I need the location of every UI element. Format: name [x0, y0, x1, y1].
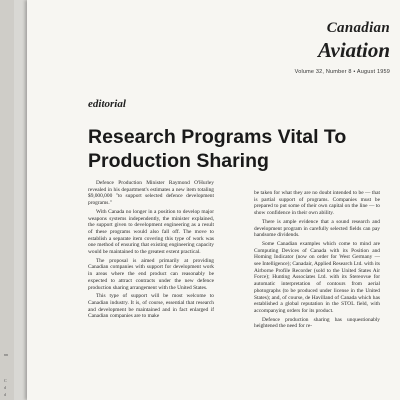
section-label: editorial: [88, 98, 126, 110]
masthead-line1: Canadian: [326, 20, 390, 36]
article-headline: Research Programs Vital To Production Sharing: [88, 126, 347, 172]
body-column-left: [88, 180, 214, 400]
margin-mark: C: [4, 378, 7, 383]
paragraph: be taken for what they are no doubt intended to be — that is partial support of programs. Companies must be prepared to put some of their own capital on the line — to show confidence in their own ability.: [254, 190, 380, 217]
margin-mark: d: [4, 392, 6, 397]
paragraph: Defence Production Minister Raymond O'Hurley revealed in his department's estimates a new item totaling $9,000,000 "to support selected defence development programs.": [88, 180, 214, 207]
paragraph: The proposal is aimed primarily at providing Canadian companies with support for development work in areas where the end product can reasonably be expected to attract contracts under the new defence production sharing arrangement with the United States.: [88, 257, 214, 291]
paragraph: Some Canadian examples which come to mind are Computing Devices of Canada with its Position and Homing Indicator (now on order for West Germany — see Intelligence); Canadair, Applied Research Ltd. with its Airborne Profile Recorder (sold to the United States Air Force); Hunting Associates Ltd. with its Stereovue for automatic interpretation of contours from aerial photographs (to be produced under license in the United States); and, of course, de Havilland of Canada which has established a global reputation in the STOL field, with accompanying orders for its product.: [254, 240, 380, 314]
paragraph: This type of support will be most welcome to Canadian industry. It is, of course, essential that research and development be maintained and in fact enlarged if Canadian companies are to make: [88, 293, 214, 320]
masthead-line2: Aviation: [318, 38, 390, 62]
paragraph: With Canada no longer in a position to develop major weapons systems independently, the minister explained, the support given to development engineering as a result of these programs would also fall off. The move to establish a separate item covering this type of work was one method of ensuring that existing engineering capacity would be maintained to the greatest extent practical.: [88, 208, 214, 256]
paragraph: There is ample evidence that a sound research and development program in carefully selected fields can pay handsome dividends.: [254, 218, 380, 239]
issue-info: Volume 32, Number 8 • August 1959: [294, 69, 390, 75]
paragraph: Defence production sharing has unquestionably heightened the need for re-: [254, 316, 380, 330]
margin-mark: nn: [4, 352, 8, 357]
adjacent-page-edge: [0, 0, 14, 400]
body-column-right: [254, 190, 380, 400]
margin-mark: d: [4, 385, 6, 390]
masthead: [295, 20, 390, 75]
